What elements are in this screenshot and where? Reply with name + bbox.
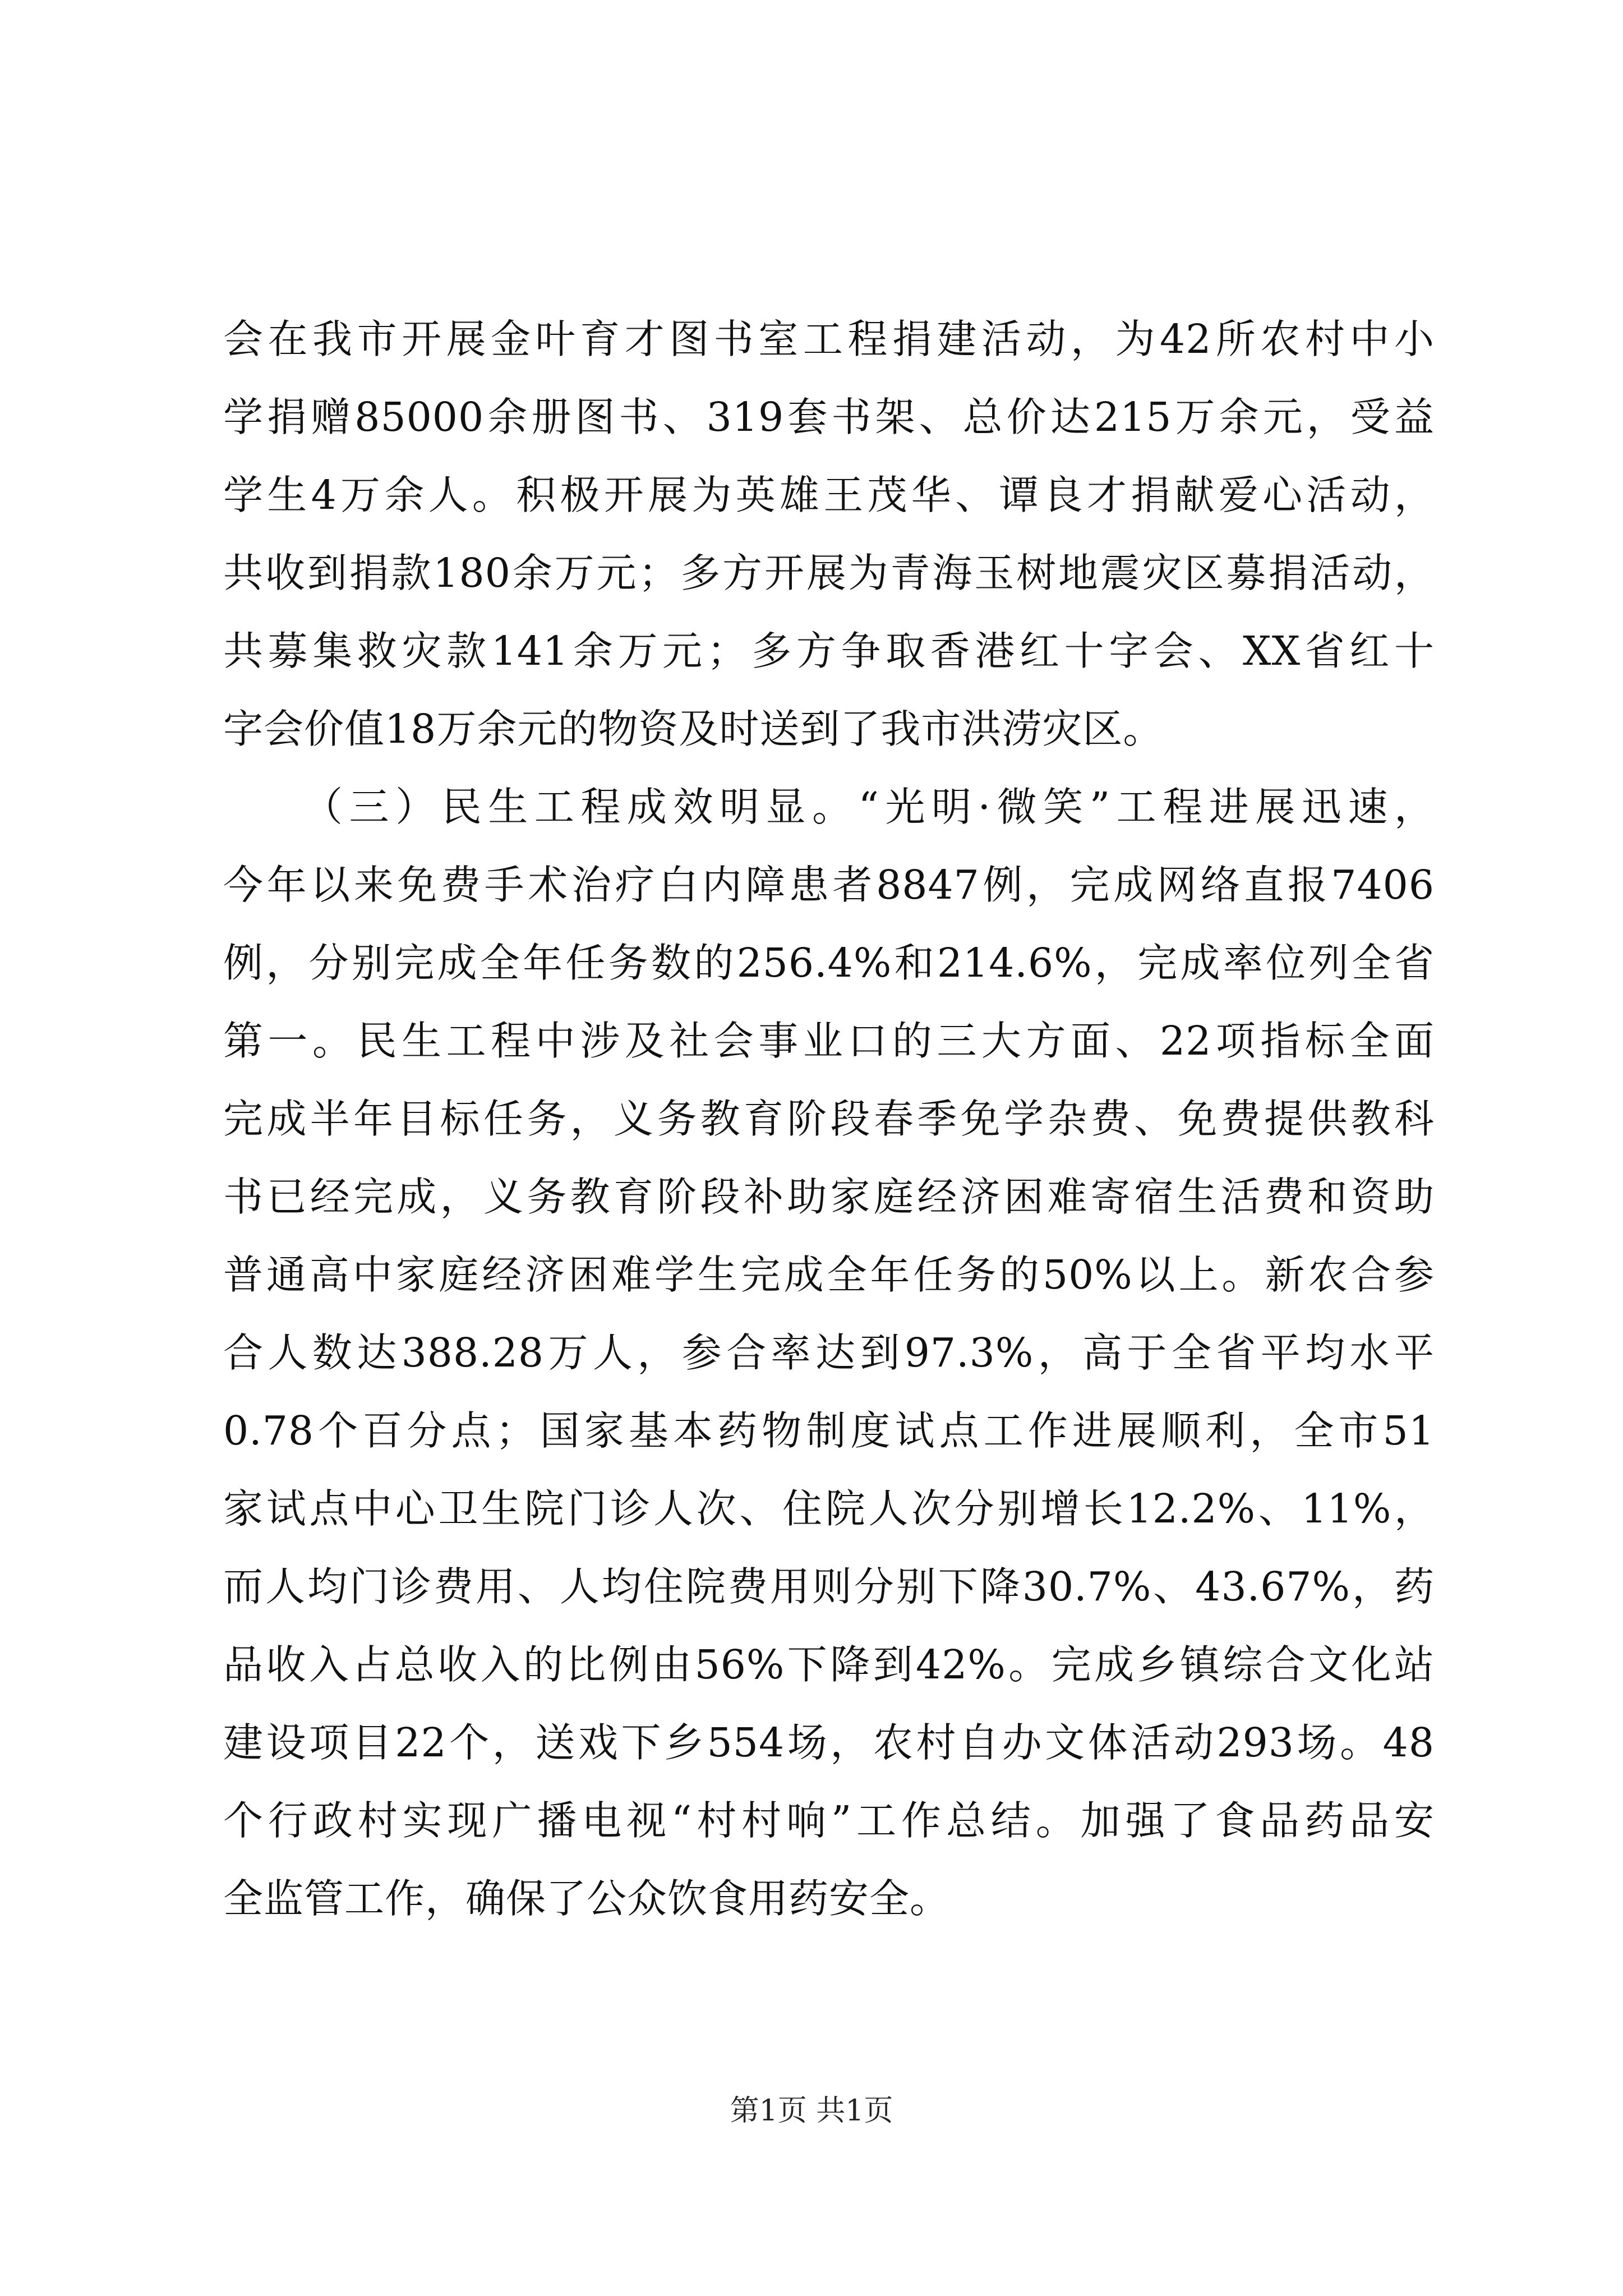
text-line: 例，分别完成全年任务数的256.4%和214.6%，完成率位列全省 — [223, 940, 1435, 986]
text-line: 0.78个百分点；国家基本药物制度试点工作进展顺利，全市51 — [223, 1407, 1435, 1454]
text-line: 家试点中心卫生院门诊人次、住院人次分别增长12.2%、11%， — [223, 1485, 1435, 1532]
text-line: 建设项目22个，送戏下乡554场，农村自办文体活动293场。48 — [223, 1719, 1435, 1766]
body-text — [223, 300, 1435, 1938]
text-line: 而人均门诊费用、人均住院费用则分别下降30.7%、43.67%，药 — [223, 1563, 1435, 1610]
text-line: 学生4万余人。积极开展为英雄王茂华、谭良才捐献爱心活动， — [223, 472, 1435, 518]
page-number-label: 第1页 共1页 — [730, 2094, 893, 2128]
page-footer — [0, 2091, 1623, 2131]
text-line: 合人数达388.28万人，参合率达到97.3%，高于全省平均水平 — [223, 1329, 1435, 1376]
text-line: 今年以来免费手术治疗白内障患者8847例，完成网络直报7406 — [223, 862, 1435, 908]
text-line: 会在我市开展金叶育才图书室工程捐建活动，为42所农村中小 — [223, 316, 1435, 362]
text-line: 学捐赠85000余册图书、319套书架、总价达215万余元，受益 — [223, 394, 1435, 440]
text-line: 品收入占总收入的比例由56%下降到42%。完成乡镇综合文化站 — [223, 1641, 1435, 1688]
text-line: 书已经完成，义务教育阶段补助家庭经济困难寄宿生活费和资助 — [223, 1174, 1435, 1220]
text-line: 共收到捐款180余万元；多方开展为青海玉树地震灾区募捐活动， — [223, 550, 1435, 596]
text-line: 普通高中家庭经济困难学生完成全年任务的50%以上。新农合参 — [223, 1251, 1435, 1298]
text-line: 全监管工作，确保了公众饮食用药安全。 — [223, 1875, 951, 1922]
text-line: （三）民生工程成效明显。“光明·微笑”工程进展迅速， — [303, 784, 1435, 830]
text-line: 第一。民生工程中涉及社会事业口的三大方面、22项指标全面 — [223, 1018, 1435, 1064]
text-line: 个行政村实现广播电视“村村响”工作总结。加强了食品药品安 — [223, 1797, 1435, 1844]
text-line: 共募集救灾款141余万元；多方争取香港红十字会、XX省红十 — [223, 628, 1435, 674]
text-line: 字会价值18万余元的物资及时送到了我市洪涝灾区。 — [223, 706, 1164, 752]
text-line: 完成半年目标任务，义务教育阶段春季免学杂费、免费提供教科 — [223, 1096, 1435, 1142]
